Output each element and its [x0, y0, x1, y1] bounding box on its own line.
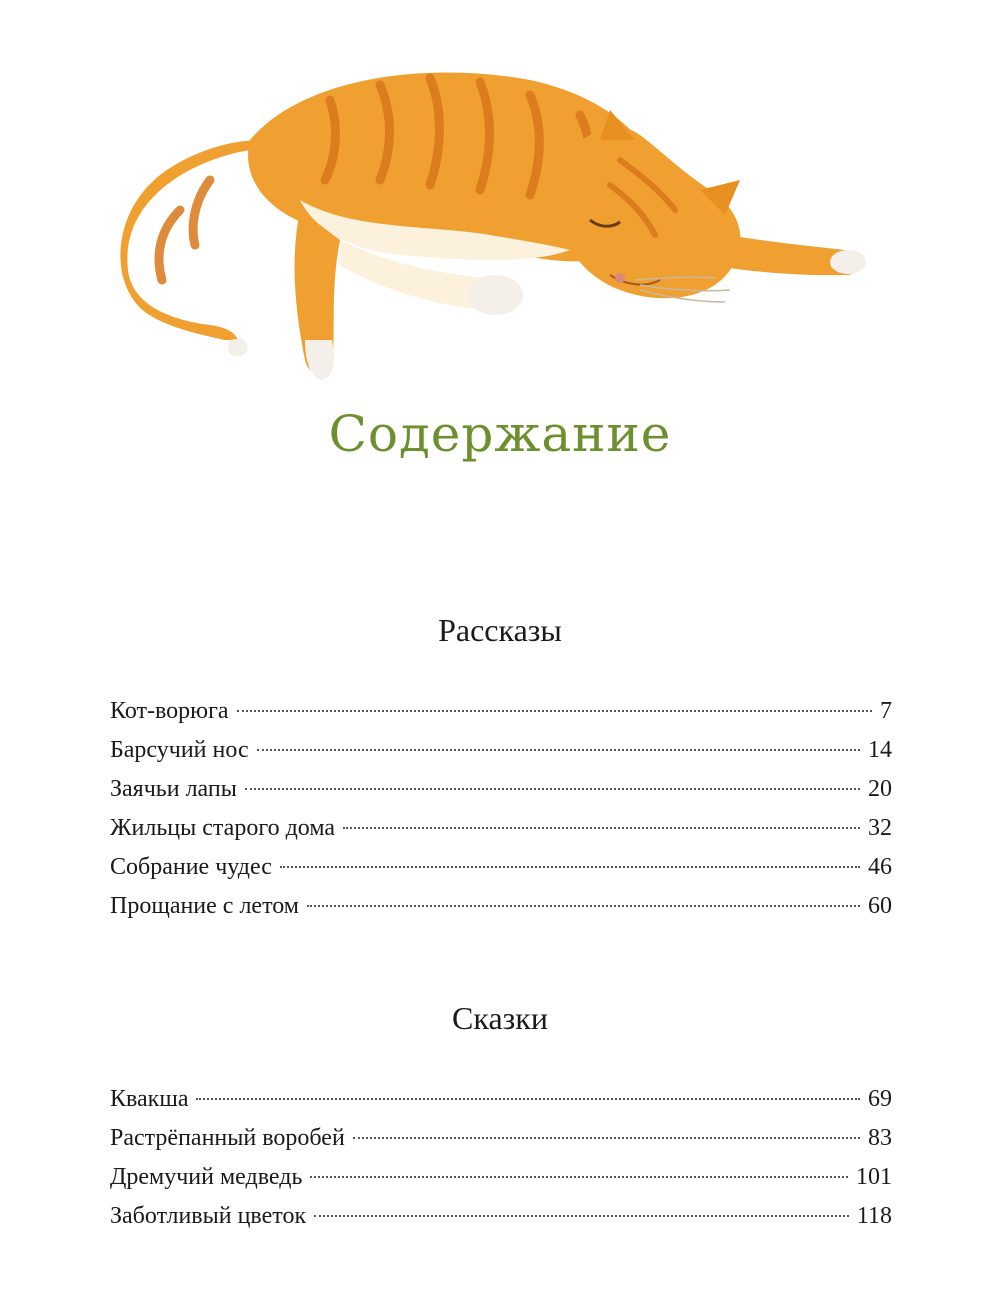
toc-entry-page: 69	[868, 1086, 892, 1112]
sleeping-cat-illustration	[100, 40, 880, 400]
toc-entry-page: 83	[868, 1125, 892, 1151]
toc-entry-page: 14	[868, 737, 892, 763]
toc-entry-title: Кот-ворюга	[110, 698, 229, 724]
toc-entry-page: 7	[880, 698, 892, 724]
toc-entry[interactable]	[110, 1158, 892, 1197]
toc-entry[interactable]	[110, 1080, 892, 1119]
toc-entry[interactable]	[110, 809, 892, 848]
dot-leader	[257, 749, 860, 751]
dot-leader	[314, 1215, 849, 1217]
toc-entry-page: 46	[868, 854, 892, 880]
dot-leader	[196, 1098, 860, 1100]
toc-entry-page: 60	[868, 893, 892, 919]
toc-entry[interactable]	[110, 731, 892, 770]
dot-leader	[280, 866, 860, 868]
toc-entry[interactable]	[110, 1197, 892, 1236]
dot-leader	[310, 1176, 848, 1178]
page-title: Содержание	[328, 405, 672, 463]
toc-entry-title: Квакша	[110, 1086, 189, 1112]
toc-entry-title: Собрание чудес	[110, 854, 272, 880]
toc-entry[interactable]	[110, 848, 892, 887]
section-heading-tales: Сказки	[452, 1000, 548, 1036]
toc-entry-page: 32	[868, 815, 892, 841]
toc-entry-page: 20	[868, 776, 892, 802]
toc-list-tales	[110, 1080, 892, 1236]
cat-head	[559, 128, 740, 298]
dot-leader	[307, 905, 860, 907]
toc-entry-page: 118	[856, 1203, 892, 1229]
toc-entry-title: Заботливый цветок	[110, 1203, 307, 1229]
dot-leader	[353, 1137, 860, 1139]
toc-entry-title: Растрёпанный воробей	[110, 1125, 345, 1151]
toc-entry[interactable]	[110, 770, 892, 809]
section-heading-stories: Рассказы	[438, 612, 562, 648]
dot-leader	[343, 827, 860, 829]
dot-leader	[237, 710, 872, 712]
toc-entry-title: Жильцы старого дома	[110, 815, 335, 841]
toc-entry[interactable]	[110, 692, 892, 731]
toc-entry[interactable]	[110, 1119, 892, 1158]
toc-entry-page: 101	[856, 1164, 892, 1190]
toc-entry-title: Дремучий медведь	[110, 1164, 303, 1190]
toc-entry-title: Барсучий нос	[110, 737, 249, 763]
toc-list-stories	[110, 692, 892, 926]
toc-entry[interactable]	[110, 887, 892, 926]
toc-entry-title: Заячьи лапы	[110, 776, 237, 802]
dot-leader	[245, 788, 860, 790]
toc-entry-title: Прощание с летом	[110, 893, 299, 919]
